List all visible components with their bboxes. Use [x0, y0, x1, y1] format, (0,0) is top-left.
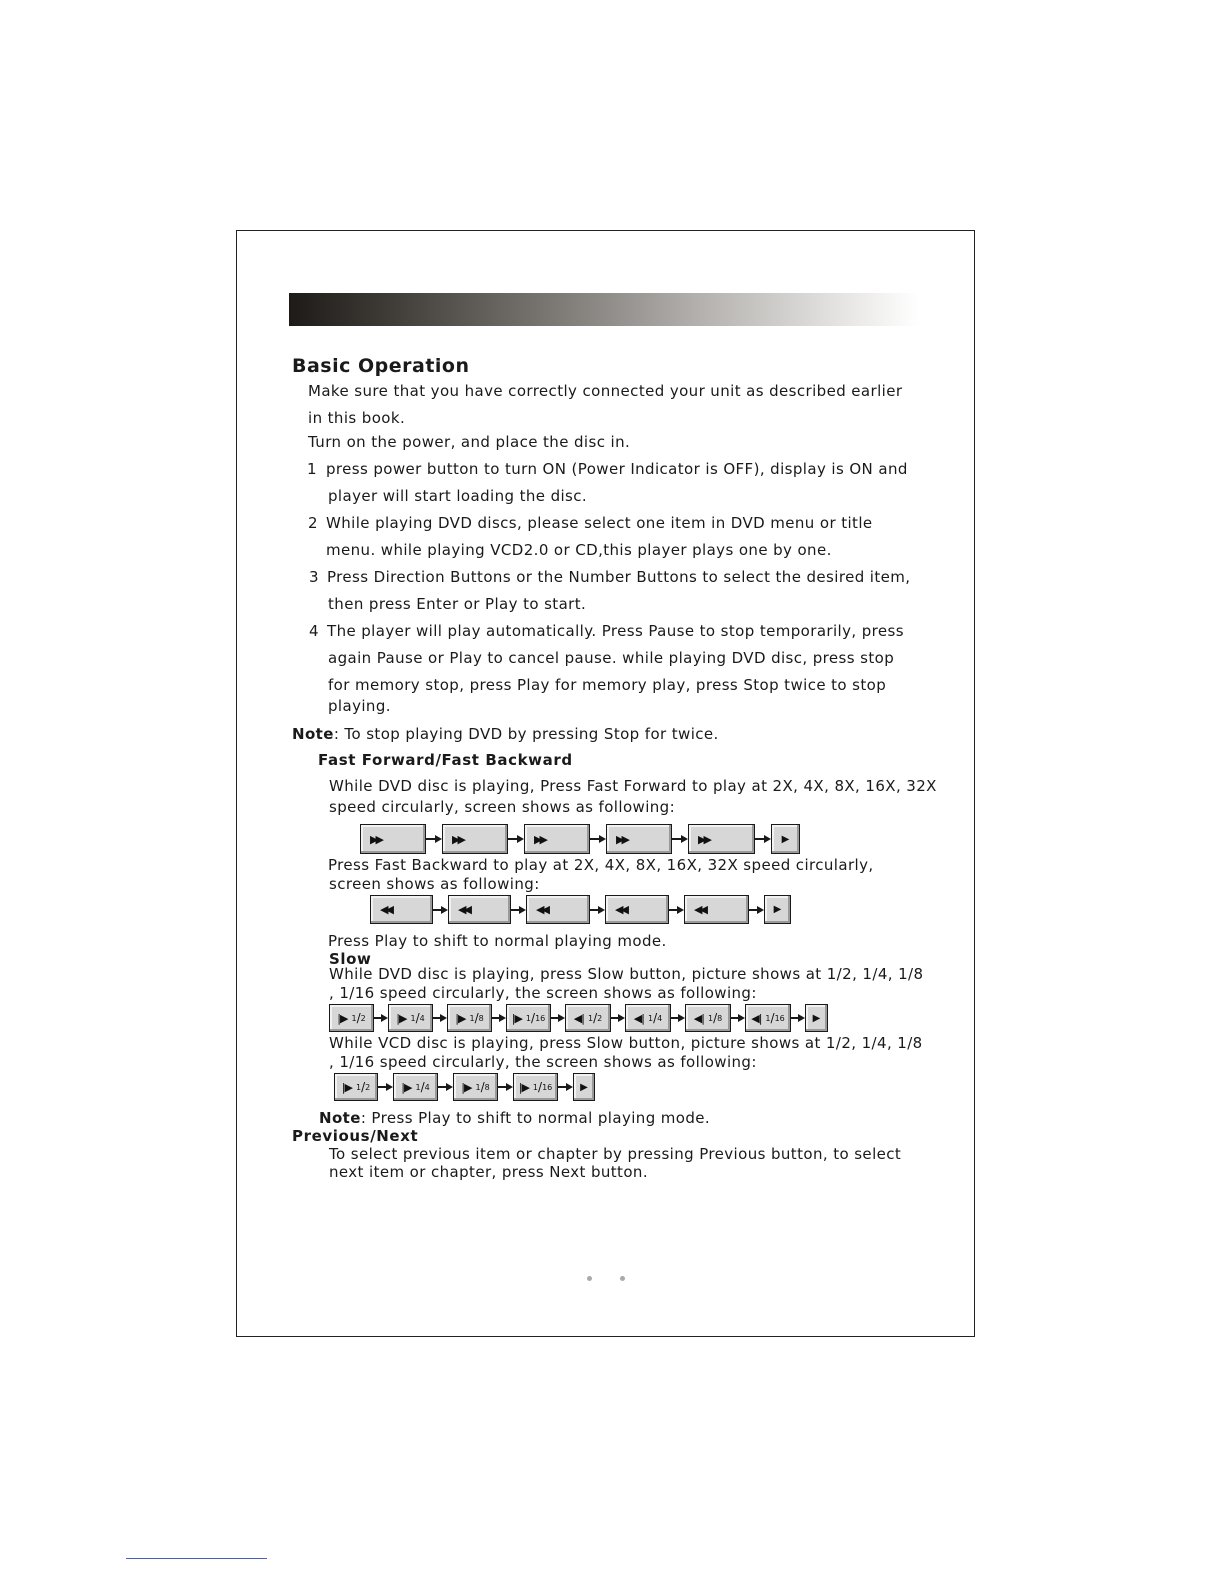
- slow-forward-icon: |▶: [455, 1011, 466, 1025]
- slow-box: |▶ 1 / 4: [393, 1073, 438, 1101]
- slow-vcd-line: While VCD disc is playing, press Slow button, picture shows at 1/2, 1/4, 1/8: [329, 1034, 923, 1052]
- subsection-title-ff: Fast Forward/Fast Backward: [318, 751, 573, 769]
- slow-box: ◀| 1 / 2: [565, 1004, 611, 1032]
- speed-box: [370, 895, 433, 924]
- fast-backward-icon: ◀◀: [458, 903, 469, 916]
- speed-box: [360, 824, 426, 854]
- fast-backward-icon: ◀◀: [536, 903, 547, 916]
- step-number: 2: [308, 514, 318, 532]
- speed-box: [606, 824, 672, 854]
- step-line: player will start loading the disc.: [328, 487, 588, 505]
- step-line: playing.: [328, 697, 391, 715]
- slow-reverse-icon: ◀|: [633, 1011, 644, 1025]
- play-box: [764, 895, 791, 924]
- slow-dvd-line: While DVD disc is playing, press Slow button, picture shows at 1/2, 1/4, 1/8: [329, 965, 924, 983]
- arrow-right-icon: [374, 1014, 388, 1022]
- intro-line: Make sure that you have correctly connected your unit as described earlier: [308, 382, 903, 400]
- slow-vcd-sequence: [334, 1073, 595, 1101]
- fast-backward-icon: ◀◀: [694, 903, 705, 916]
- intro-line: Turn on the power, and place the disc in.: [308, 433, 631, 451]
- play-icon: ▶: [580, 1081, 588, 1093]
- arrow-right-icon: [611, 1014, 625, 1022]
- fast-backward-icon: ◀◀: [615, 903, 626, 916]
- slow-dvd-line: , 1/16 speed circularly, the screen shows as following:: [329, 984, 757, 1002]
- subsection-title-slow: Slow: [329, 950, 372, 968]
- fast-forward-icon: ▶▶: [616, 832, 627, 846]
- speed-box: [684, 895, 749, 924]
- arrow-right-icon: [590, 835, 606, 843]
- intro-line: in this book.: [308, 409, 406, 427]
- ff-forward-line: speed circularly, screen shows as following:: [329, 798, 676, 816]
- fast-forward-icon: ▶▶: [370, 832, 381, 846]
- page-dot: [620, 1276, 625, 1281]
- fast-forward-icon: ▶▶: [452, 832, 463, 846]
- slow-box: ◀| 1 / 4: [625, 1004, 671, 1032]
- arrow-right-icon: [511, 906, 526, 914]
- step-number: 4: [309, 622, 319, 640]
- subsection-title-prevnext: Previous/Next: [292, 1127, 419, 1145]
- arrow-right-icon: [671, 1014, 685, 1022]
- ff-normal-line: Press Play to shift to normal playing mode.: [328, 932, 667, 950]
- fast-forward-sequence: [360, 824, 800, 854]
- fast-backward-icon: ◀◀: [380, 903, 391, 916]
- slow-reverse-icon: ◀|: [573, 1011, 584, 1025]
- slow-box: |▶ 1 / 8: [447, 1004, 492, 1032]
- step-line: While playing DVD discs, please select one item in DVD menu or title: [326, 514, 873, 532]
- speed-box: [526, 895, 590, 924]
- slow-forward-icon: |▶: [511, 1011, 522, 1025]
- arrow-right-icon: [590, 906, 605, 914]
- step-number: 1: [307, 460, 317, 478]
- arrow-right-icon: [669, 906, 684, 914]
- arrow-right-icon: [426, 835, 442, 843]
- ff-backward-line: screen shows as following:: [329, 875, 540, 893]
- play-icon: ▶: [773, 904, 782, 915]
- slow-forward-icon: |▶: [396, 1011, 407, 1025]
- prevnext-line: next item or chapter, press Next button.: [329, 1163, 648, 1181]
- play-box: [805, 1004, 828, 1032]
- slow-box: |▶ 1 / 8: [453, 1073, 498, 1101]
- play-icon: ▶: [812, 1012, 821, 1024]
- arrow-right-icon: [378, 1083, 393, 1091]
- step-line: Press Direction Buttons or the Number Buttons to select the desired item,: [327, 568, 911, 586]
- arrow-right-icon: [498, 1083, 513, 1091]
- slow-box: |▶ 1 / 2: [334, 1073, 378, 1101]
- slow-box: |▶ 1 / 2: [329, 1004, 374, 1032]
- slow-box: ◀| 1 / 8: [685, 1004, 731, 1032]
- arrow-right-icon: [492, 1014, 506, 1022]
- arrow-right-icon: [749, 906, 764, 914]
- play-box: [771, 824, 800, 854]
- note-label: Note: [292, 725, 334, 743]
- slow-forward-icon: |▶: [518, 1080, 529, 1094]
- slow-forward-icon: |▶: [341, 1080, 352, 1094]
- section-title: Basic Operation: [292, 355, 470, 377]
- note-paragraph: [292, 725, 719, 743]
- slow-box: |▶ 1 / 16: [513, 1073, 558, 1101]
- ff-forward-line: While DVD disc is playing, Press Fast Forward to play at 2X, 4X, 8X, 16X, 32X: [329, 777, 937, 795]
- play-icon: ▶: [781, 833, 790, 845]
- ff-backward-line: Press Fast Backward to play at 2X, 4X, 8X, 16X, 32X speed circularly,: [328, 856, 874, 874]
- slow-reverse-icon: ◀|: [751, 1011, 762, 1025]
- step-line: The player will play automatically. Press Pause to stop temporarily, press: [327, 622, 904, 640]
- fast-forward-icon: ▶▶: [698, 832, 709, 846]
- speed-box: [524, 824, 590, 854]
- slow-dvd-sequence: [329, 1004, 828, 1032]
- slow-reverse-icon: ◀|: [693, 1011, 704, 1025]
- fast-forward-icon: ▶▶: [534, 832, 545, 846]
- arrow-right-icon: [438, 1083, 453, 1091]
- arrow-right-icon: [791, 1014, 805, 1022]
- step-line: menu. while playing VCD2.0 or CD,this player plays one by one.: [326, 541, 832, 559]
- step-line: for memory stop, press Play for memory play, press Stop twice to stop: [328, 676, 887, 694]
- slow-forward-icon: |▶: [337, 1011, 348, 1025]
- footer-rule: [126, 1558, 267, 1559]
- slow-forward-icon: |▶: [461, 1080, 472, 1094]
- slow-box: |▶ 1 / 4: [388, 1004, 433, 1032]
- slow-box: |▶ 1 / 16: [506, 1004, 551, 1032]
- prevnext-line: To select previous item or chapter by pressing Previous button, to select: [329, 1145, 902, 1163]
- note-label: Note: [319, 1109, 361, 1127]
- header-gradient-bar: [289, 293, 919, 326]
- step-number: 3: [309, 568, 319, 586]
- note-text: : Press Play to shift to normal playing mode.: [360, 1109, 711, 1127]
- speed-box: [605, 895, 669, 924]
- arrow-right-icon: [558, 1083, 573, 1091]
- arrow-right-icon: [755, 835, 771, 843]
- slow-box: ◀| 1 / 16: [745, 1004, 791, 1032]
- speed-box: [688, 824, 755, 854]
- slow-forward-icon: |▶: [401, 1080, 412, 1094]
- slow-vcd-line: , 1/16 speed circularly, the screen shows as following:: [329, 1053, 757, 1071]
- step-line: again Pause or Play to cancel pause. while playing DVD disc, press stop: [328, 649, 895, 667]
- fast-backward-sequence: [370, 895, 791, 924]
- arrow-right-icon: [433, 906, 448, 914]
- arrow-right-icon: [731, 1014, 745, 1022]
- arrow-right-icon: [551, 1014, 565, 1022]
- play-box: [573, 1073, 595, 1101]
- speed-box: [442, 824, 508, 854]
- step-line: press power button to turn ON (Power Indicator is OFF), display is ON and: [326, 460, 908, 478]
- speed-box: [448, 895, 511, 924]
- step-line: then press Enter or Play to start.: [328, 595, 587, 613]
- page-dot: [587, 1276, 592, 1281]
- note-text: : To stop playing DVD by pressing Stop for twice.: [333, 725, 719, 743]
- arrow-right-icon: [672, 835, 688, 843]
- arrow-right-icon: [508, 835, 524, 843]
- arrow-right-icon: [433, 1014, 447, 1022]
- note-paragraph: [319, 1109, 710, 1127]
